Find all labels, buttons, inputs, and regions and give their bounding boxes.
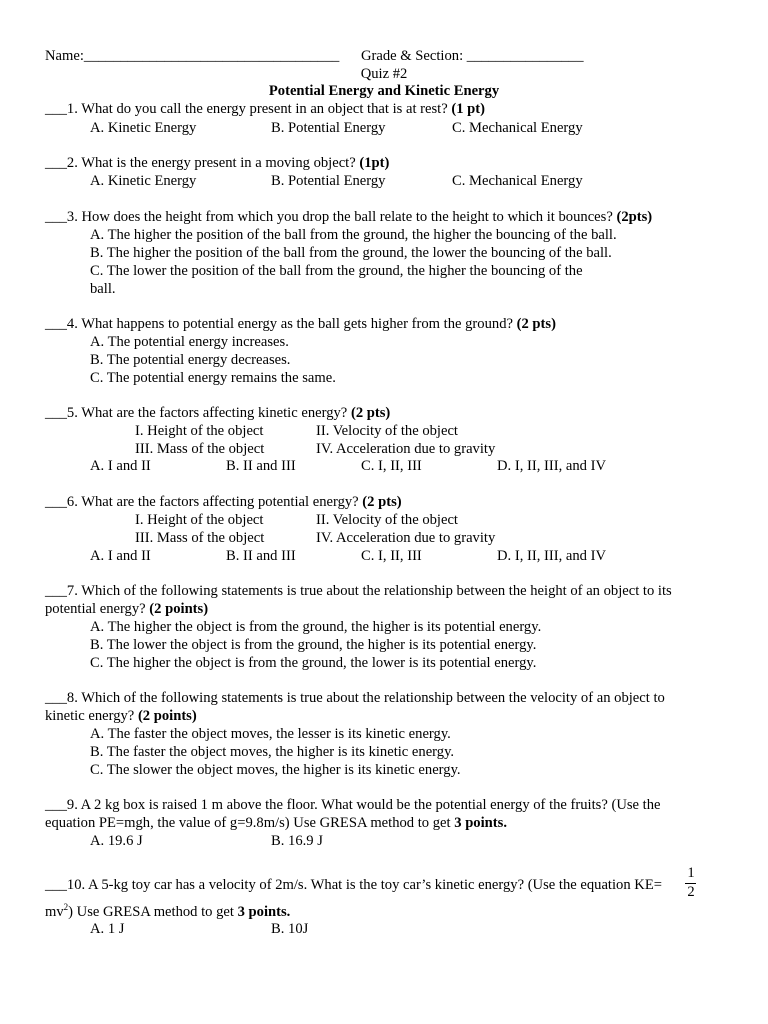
q4-choice-a: A. The potential energy increases. bbox=[90, 334, 289, 350]
name-line: Name:___________________________________ bbox=[45, 48, 340, 64]
q5-choice-a: A. I and II bbox=[90, 458, 151, 474]
q10-choice-b: B. 10J bbox=[271, 921, 309, 937]
q5-factor-2: II. Velocity of the object bbox=[316, 423, 458, 439]
question-10-continued: $mv^2$) Use GRESA method to get 3 points. bbox=[45, 902, 291, 920]
question-2: ___2. What is the energy present in a moving object? (1pt) bbox=[45, 155, 390, 171]
q9-choice-a: A. 19.6 J bbox=[90, 833, 143, 849]
q1-choice-c: C. Mechanical Energy bbox=[452, 120, 583, 136]
q5-choice-c: C. I, II, III bbox=[361, 458, 422, 474]
q10-choice-a: A. 1 J bbox=[90, 921, 125, 937]
q3-choice-c: C. The lower the position of the ball from the ground, the higher the bouncing of the bbox=[90, 263, 583, 279]
question-7: ___7. Which of the following statements is true about the relationship between the height of an object to its bbox=[45, 583, 672, 599]
q1-choice-a: A. Kinetic Energy bbox=[90, 120, 197, 136]
fraction-numerator: 1 bbox=[687, 865, 695, 881]
q5-factor-3: III. Mass of the object bbox=[135, 441, 265, 457]
q3-choice-b: B. The higher the position of the ball from the ground, the lower the bouncing of the ball. bbox=[90, 245, 612, 261]
question-3: ___3. How does the height from which you drop the ball relate to the height to which it bounces? (2pts) bbox=[45, 209, 653, 225]
q5-choice-d: D. I, II, III, and IV bbox=[497, 458, 607, 474]
question-1: ___1. What do you call the energy present in an object that is at rest? (1 pt) bbox=[45, 101, 486, 117]
question-7-continued: potential energy? (2 points) bbox=[45, 601, 209, 617]
q6-choice-d: D. I, II, III, and IV bbox=[497, 548, 607, 564]
q9-choice-b: B. 16.9 J bbox=[271, 833, 323, 849]
q6-factor-3: III. Mass of the object bbox=[135, 530, 265, 546]
q7-choice-b: B. The lower the object is from the ground, the higher is its potential energy. bbox=[90, 637, 537, 653]
q2-choice-b: B. Potential Energy bbox=[271, 173, 386, 189]
question-9: ___9. A 2 kg box is raised 1 m above the floor. What would be the potential energy of the fruits? (Use the bbox=[45, 797, 661, 813]
question-8: ___8. Which of the following statements is true about the relationship between the velocity of an object to bbox=[45, 690, 665, 706]
q2-choice-a: A. Kinetic Energy bbox=[90, 173, 197, 189]
grade-section-line: Grade & Section: ________________ bbox=[361, 48, 584, 64]
q3-choice-c-continued: ball. bbox=[90, 281, 116, 297]
q3-choice-a: A. The higher the position of the ball from the ground, the higher the bouncing of the ball. bbox=[90, 227, 617, 243]
q7-choice-c: C. The higher the object is from the ground, the lower is its potential energy. bbox=[90, 655, 537, 671]
q8-choice-b: B. The faster the object moves, the higher is its kinetic energy. bbox=[90, 744, 455, 760]
q7-choice-a: A. The higher the object is from the ground, the higher is its potential energy. bbox=[90, 619, 542, 635]
fraction-denominator: 2 bbox=[687, 884, 695, 900]
question-9-continued: equation PE=mgh, the value of g=9.8m/s) Use GRESA method to get 3 points. bbox=[45, 815, 507, 831]
q4-choice-b: B. The potential energy decreases. bbox=[90, 352, 291, 368]
quiz-number: Quiz #2 bbox=[360, 66, 408, 82]
q1-choice-b: B. Potential Energy bbox=[271, 120, 386, 136]
q6-factor-1: I. Height of the object bbox=[135, 512, 264, 528]
q6-factor-2: II. Velocity of the object bbox=[316, 512, 458, 528]
q2-choice-c: C. Mechanical Energy bbox=[452, 173, 583, 189]
q6-choice-b: B. II and III bbox=[226, 548, 296, 564]
question-6: ___6. What are the factors affecting potential energy? (2 pts) bbox=[45, 494, 402, 510]
q8-choice-c: C. The slower the object moves, the higher is its kinetic energy. bbox=[90, 762, 461, 778]
question-5: ___5. What are the factors affecting kinetic energy? (2 pts) bbox=[45, 405, 391, 421]
q8-choice-a: A. The faster the object moves, the lesser is its kinetic energy. bbox=[90, 726, 451, 742]
question-10: ___10. A 5-kg toy car has a velocity of 2m/s. What is the toy car’s kinetic energy? (Use the equation KE= bbox=[45, 877, 662, 893]
question-4: ___4. What happens to potential energy as the ball gets higher from the ground? (2 pts) bbox=[45, 316, 556, 332]
quiz-title: Potential Energy and Kinetic Energy bbox=[268, 83, 500, 99]
q5-factor-4: IV. Acceleration due to gravity bbox=[316, 441, 496, 457]
q5-factor-1: I. Height of the object bbox=[135, 423, 264, 439]
q6-factor-4: IV. Acceleration due to gravity bbox=[316, 530, 496, 546]
q4-choice-c: C. The potential energy remains the same. bbox=[90, 370, 336, 386]
q5-choice-b: B. II and III bbox=[226, 458, 296, 474]
question-8-continued: kinetic energy? (2 points) bbox=[45, 708, 197, 724]
q6-choice-a: A. I and II bbox=[90, 548, 151, 564]
q6-choice-c: C. I, II, III bbox=[361, 548, 422, 564]
